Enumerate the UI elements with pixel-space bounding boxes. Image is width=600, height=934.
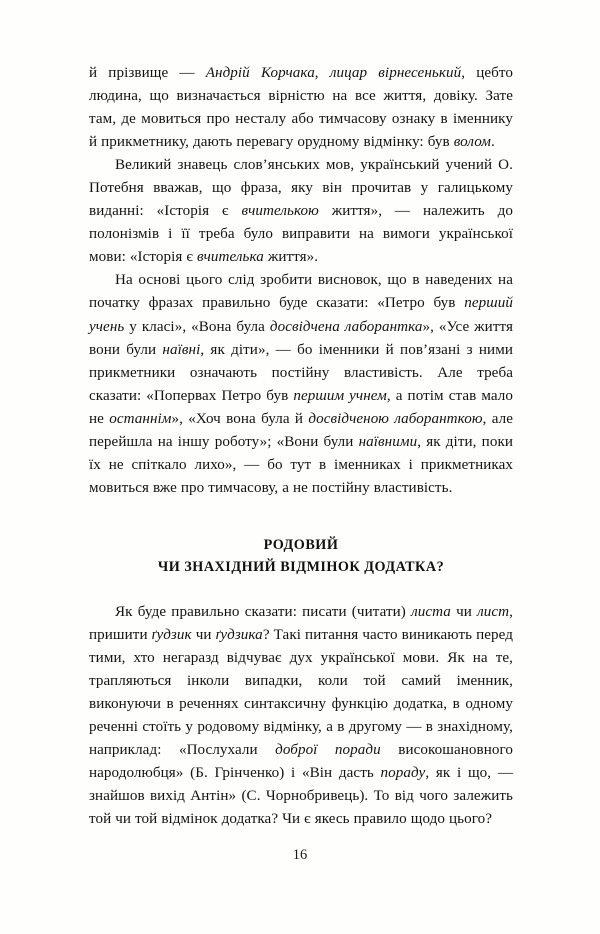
paragraph-4-text-f: високошановного народолюбця» (Б. Грінченко) і «Він дасть xyxy=(89,741,514,782)
paragraph-3-text-g: , але перейшла на іншу роботу»; «Вони були xyxy=(89,410,513,450)
emphasis-poradu: пораду xyxy=(380,765,426,782)
paragraph-3-text-h: , як діти, поки їх не спіткало лихо», — бо тут в іменниках і прикметниках мовиться вже про тимчасову, а не постійну властивість. xyxy=(89,433,514,496)
paragraph-4-text-e: ? Такі питання часто виникають перед тими, хто негаразд відчуває дух української мови. Як на те, трапляються інколи випадки, коли той самий іменник, виконуючи в реченнях синтаксичну функцію додатка, в одному реченні стоїть у родовому відмінку, а в другому — в знахідному, наприклад: «Послухали xyxy=(89,626,514,758)
paragraph-3-text-a: На основі цього слід зробити висновок, що в наведених на початку фразах правильно буде сказати: «Петро був xyxy=(89,272,513,312)
paragraph-3-text-d: , як діти», — бо іменники й пов’язані з ними прикметники означають постійну властивість. Але треба сказати: «Попервах Петро був xyxy=(89,341,513,404)
paragraph-3-text-f: », «Хоч вона була й xyxy=(171,410,309,427)
paragraph-2-text-b: життя», — належить до полонізмів і її треба було виправити на вимоги української мови: «Історія є xyxy=(89,203,513,266)
emphasis-dosvidchenoyu-laborantkoyu: досвідченою лаборанткою xyxy=(308,410,483,427)
emphasis-dosvidchena-laborantka: досвідчена лаборантка xyxy=(269,318,423,335)
paragraph-4-text-a: Як буде правильно сказати: писати (читати) xyxy=(115,603,412,620)
emphasis-dobroi-porady: доброї поради xyxy=(275,741,381,758)
paragraph-1-text-c: . xyxy=(491,134,495,151)
emphasis-lyst: лист xyxy=(477,603,510,620)
emphasis-volom: волом xyxy=(453,134,491,151)
paragraph-3-text-b: у класі», «Вона була xyxy=(124,318,270,335)
paragraph-1-text-b: , цебто людина, що визначається вірністю на все життя, довіку. Зате там, де мовиться про несталу або тимчасову ознаку в іменнику й прикметнику, дають перевагу орудному відмінку: був xyxy=(89,65,514,151)
paragraph-potebnya xyxy=(89,154,513,269)
emphasis-lysta: листа xyxy=(411,603,451,620)
emphasis-naivnymy: наївними xyxy=(358,433,418,450)
paragraph-4-text-g: , як і що, — знайшов вихід Антін» (С. Чорнобривець). То від чого залежить той чи той відмінок додатка? Чи є якесь правило щодо цього? xyxy=(89,765,513,828)
emphasis-ostannim: останнім xyxy=(109,410,172,427)
emphasis-andriy-korchaka: Андрій Корчака, лицар вірнесенький xyxy=(205,65,462,81)
section-heading-line-1: РОДОВИЙ xyxy=(263,536,339,553)
paragraph-3-text-e: , а потім став мало не xyxy=(89,387,513,427)
emphasis-pershym-uchnem: першим учнем xyxy=(293,387,387,404)
paragraph-1-text-a: й прізвище — xyxy=(89,65,206,81)
emphasis-gudzyk: ґудзик xyxy=(151,626,192,643)
paragraph-4-text-d: чи xyxy=(191,626,216,643)
page-text-column xyxy=(89,62,513,831)
paragraph-4-text-c: , пришити xyxy=(89,603,513,643)
section-heading-line-2: ЧИ ЗНАХІДНИЙ ВІДМІНОК ДОДАТКА? xyxy=(157,559,445,576)
paragraph-4-text-b: чи xyxy=(450,603,478,620)
emphasis-vchytelka: вчителька xyxy=(196,249,264,266)
emphasis-naivni: наївні xyxy=(162,341,201,358)
emphasis-gudzyka: ґудзика xyxy=(215,626,263,643)
paragraph-conclusion xyxy=(89,269,513,499)
page-number: 16 xyxy=(292,847,308,863)
heading-bottom-spacer xyxy=(89,579,513,601)
paragraph-2-text-c: життя». xyxy=(263,249,319,266)
paragraph-case-question xyxy=(89,601,513,831)
heading-top-spacer xyxy=(89,500,513,534)
paragraph-continuation xyxy=(89,62,513,154)
paragraph-3-text-c: », «Усе життя вони були xyxy=(89,318,513,358)
emphasis-pershyy-uchen: перший учень xyxy=(89,295,513,335)
emphasis-vchytelkoyu: вчителькою xyxy=(241,203,319,220)
paragraph-2-text-a: Великий знавець слов’янських мов, український учений О. Потебня вважав, що фраза, яку він прочитав у галицькому виданні: «Історія є xyxy=(89,157,513,220)
